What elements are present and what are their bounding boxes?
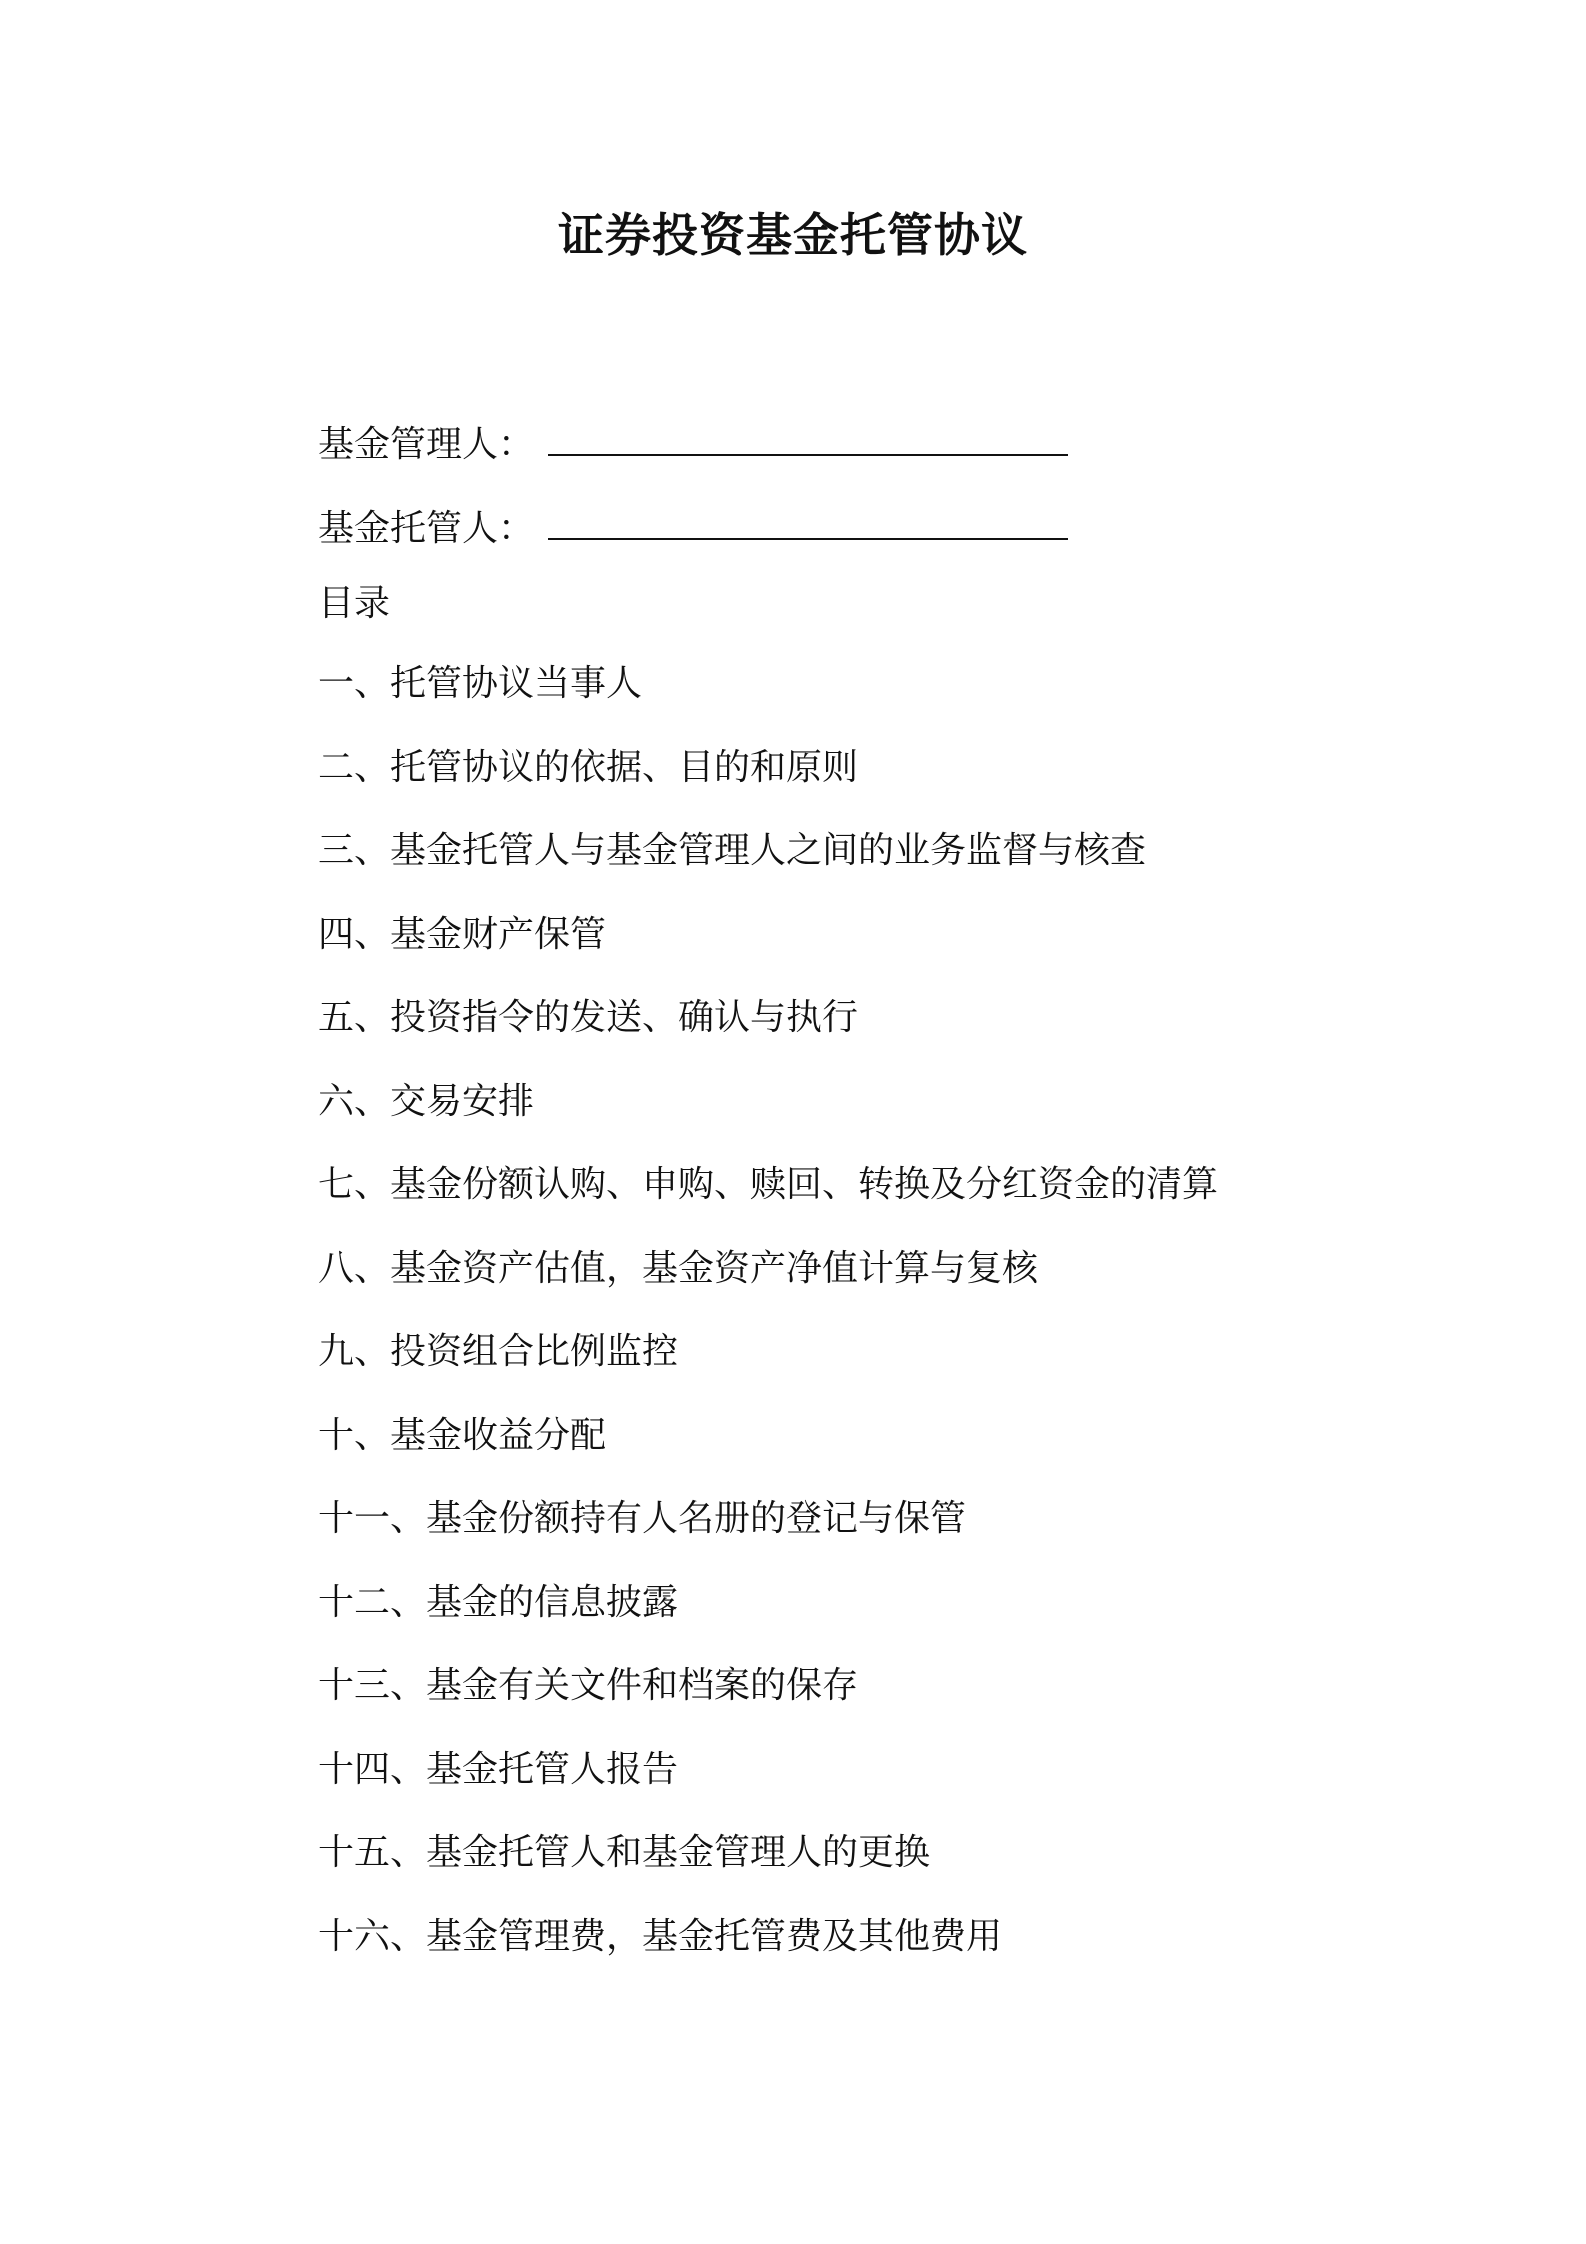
toc-item: 十、基金收益分配 (318, 1414, 607, 1456)
toc-item: 二、托管协议的依据、目的和原则 (318, 746, 859, 788)
toc-item: 五、投资指令的发送、确认与执行 (318, 997, 859, 1038)
toc-item: 八、基金资产估值，基金资产净值计算与复核 (318, 1247, 1039, 1289)
toc-item: 十六、基金管理费，基金托管费及其他费用 (318, 1915, 1003, 1957)
toc-item: 七、基金份额认购、申购、赎回、转换及分红资金的清算 (318, 1164, 1219, 1205)
fund-manager-label: 基金管理人： (318, 424, 535, 465)
toc-item: 四、基金财产保管 (318, 913, 607, 955)
fund-manager-blank (548, 414, 1068, 456)
toc-item: 九、投资组合比例监控 (318, 1331, 679, 1372)
toc-item: 六、交易安排 (318, 1080, 535, 1122)
fund-manager-line (318, 414, 1068, 466)
toc-item: 十五、基金托管人和基金管理人的更换 (318, 1832, 931, 1873)
toc-heading: 目录 (318, 583, 391, 624)
fund-custodian-blank (548, 498, 1068, 540)
table-of-contents (318, 662, 1218, 1998)
toc-item: 十一、基金份额持有人名册的登记与保管 (318, 1498, 967, 1539)
toc-item: 十三、基金有关文件和档案的保存 (318, 1665, 859, 1706)
document-title: 证券投资基金托管协议 (558, 208, 1028, 262)
fund-custodian-line (318, 498, 1068, 550)
toc-item: 一、托管协议当事人 (318, 663, 643, 704)
toc-item: 三、基金托管人与基金管理人之间的业务监督与核查 (318, 830, 1147, 871)
toc-item: 十二、基金的信息披露 (318, 1581, 679, 1623)
fund-custodian-label: 基金托管人： (318, 508, 535, 549)
toc-item: 十四、基金托管人报告 (318, 1748, 679, 1790)
